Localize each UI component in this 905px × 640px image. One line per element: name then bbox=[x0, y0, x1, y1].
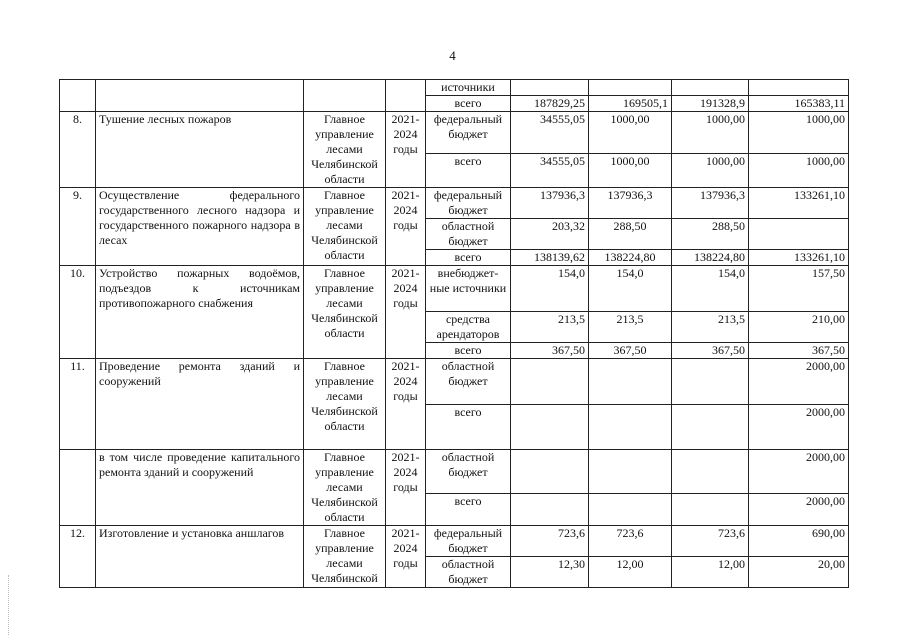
measure-name: Тушение лесных пожаров bbox=[96, 112, 304, 188]
funding-source: областной бюджет bbox=[426, 219, 511, 250]
row-number: 10. bbox=[60, 266, 96, 359]
row-number bbox=[60, 450, 96, 526]
amount-cell: 157,50 bbox=[749, 266, 849, 312]
amount-cell: 288,50 bbox=[672, 219, 749, 250]
amount-cell: 165383,11 bbox=[749, 96, 849, 112]
amount-cell: 1000,00 bbox=[589, 154, 672, 188]
amount-cell: 137936,3 bbox=[589, 188, 672, 219]
amount-cell: 34555,05 bbox=[511, 154, 589, 188]
amount-cell: 690,00 bbox=[749, 526, 849, 557]
amount-cell: 187829,25 bbox=[511, 96, 589, 112]
executor-name: Главное управление лесами Челябинской bbox=[304, 526, 386, 588]
funding-source: областной бюджет bbox=[426, 359, 511, 405]
funding-source: областной бюджет bbox=[426, 450, 511, 494]
amount-cell bbox=[672, 494, 749, 526]
amount-cell: 723,6 bbox=[589, 526, 672, 557]
amount-cell: 367,50 bbox=[672, 343, 749, 359]
amount-cell: 12,30 bbox=[511, 557, 589, 588]
amount-cell: 1000,00 bbox=[589, 112, 672, 154]
amount-cell: 367,50 bbox=[511, 343, 589, 359]
amount-cell: 133261,10 bbox=[749, 188, 849, 219]
amount-cell: 191328,9 bbox=[672, 96, 749, 112]
funding-source: внебюджет-ные источники bbox=[426, 266, 511, 312]
table-row bbox=[60, 359, 849, 405]
amount-cell: 154,0 bbox=[511, 266, 589, 312]
table-row bbox=[60, 80, 849, 96]
executor-name: Главное управление лесами Челябинской области bbox=[304, 266, 386, 359]
funding-source: средства арендаторов bbox=[426, 312, 511, 343]
amount-cell bbox=[589, 359, 672, 405]
page-number: 4 bbox=[449, 48, 456, 63]
amount-cell: 34555,05 bbox=[511, 112, 589, 154]
amount-cell: 2000,00 bbox=[749, 405, 849, 450]
amount-cell bbox=[672, 450, 749, 494]
executor-name: Главное управление лесами Челябинской области bbox=[304, 359, 386, 450]
period-cell: 2021-2024 годы bbox=[386, 359, 426, 450]
amount-cell: 288,50 bbox=[589, 219, 672, 250]
amount-cell: 1000,00 bbox=[749, 112, 849, 154]
amount-cell: 213,5 bbox=[589, 312, 672, 343]
period-cell: 2021-2024 годы bbox=[386, 526, 426, 588]
table-row bbox=[60, 112, 849, 154]
amount-cell: 213,5 bbox=[672, 312, 749, 343]
budget-table bbox=[59, 79, 849, 588]
amount-cell: 138224,80 bbox=[672, 250, 749, 266]
table-row bbox=[60, 266, 849, 312]
amount-cell bbox=[511, 405, 589, 450]
amount-cell: 20,00 bbox=[749, 557, 849, 588]
name-cell bbox=[96, 80, 304, 112]
amount-cell: 138224,80 bbox=[589, 250, 672, 266]
funding-source: областной бюджет bbox=[426, 557, 511, 588]
amount-cell bbox=[589, 494, 672, 526]
amount-cell: 137936,3 bbox=[511, 188, 589, 219]
measure-name: в том числе проведение капитального ремонта зданий и сооружений bbox=[96, 450, 304, 526]
executor-name: Главное управление лесами Челябинской области bbox=[304, 450, 386, 526]
amount-cell: 2000,00 bbox=[749, 359, 849, 405]
amount-cell: 133261,10 bbox=[749, 250, 849, 266]
amount-cell bbox=[589, 80, 672, 96]
amount-cell: 1000,00 bbox=[672, 112, 749, 154]
period-cell: 2021-2024 годы bbox=[386, 266, 426, 359]
amount-cell: 169505,1 bbox=[589, 96, 672, 112]
amount-cell bbox=[511, 359, 589, 405]
amount-cell: 12,00 bbox=[589, 557, 672, 588]
amount-cell bbox=[511, 450, 589, 494]
amount-cell: 154,0 bbox=[589, 266, 672, 312]
amount-cell: 723,6 bbox=[672, 526, 749, 557]
amount-cell bbox=[749, 80, 849, 96]
funding-source: федеральный бюджет bbox=[426, 526, 511, 557]
row-number: 12. bbox=[60, 526, 96, 588]
table-row bbox=[60, 188, 849, 219]
amount-cell: 138139,62 bbox=[511, 250, 589, 266]
table-row bbox=[60, 526, 849, 557]
table-row bbox=[60, 450, 849, 494]
period-cell: 2021-2024 годы bbox=[386, 188, 426, 266]
source-cell: всего bbox=[426, 96, 511, 112]
amount-cell bbox=[511, 494, 589, 526]
funding-source: федеральный бюджет bbox=[426, 112, 511, 154]
amount-cell: 210,00 bbox=[749, 312, 849, 343]
funding-source: всего bbox=[426, 494, 511, 526]
row-number: 8. bbox=[60, 112, 96, 188]
amount-cell: 1000,00 bbox=[749, 154, 849, 188]
amount-cell: 213,5 bbox=[511, 312, 589, 343]
executor-name: Главное управление лесами Челябинской области bbox=[304, 112, 386, 188]
amount-cell: 2000,00 bbox=[749, 450, 849, 494]
measure-name: Проведение ремонта зданий и сооружений bbox=[96, 359, 304, 450]
amount-cell: 12,00 bbox=[672, 557, 749, 588]
row-number: 9. bbox=[60, 188, 96, 266]
amount-cell: 2000,00 bbox=[749, 494, 849, 526]
amount-cell bbox=[749, 219, 849, 250]
source-cell: источники bbox=[426, 80, 511, 96]
amount-cell bbox=[672, 405, 749, 450]
executor-name: Главное управление лесами Челябинской области bbox=[304, 188, 386, 266]
amount-cell: 154,0 bbox=[672, 266, 749, 312]
measure-name: Изготовление и установка аншлагов bbox=[96, 526, 304, 588]
measure-name: Осуществление федерального государственного лесного надзора и государственного пожарного надзора в лесах bbox=[96, 188, 304, 266]
funding-source: всего bbox=[426, 343, 511, 359]
scan-edge-marks bbox=[8, 575, 11, 635]
amount-cell bbox=[672, 80, 749, 96]
executor-cell bbox=[304, 80, 386, 112]
amount-cell: 203,32 bbox=[511, 219, 589, 250]
period-cell: 2021-2024 годы bbox=[386, 450, 426, 526]
amount-cell bbox=[672, 359, 749, 405]
funding-source: всего bbox=[426, 250, 511, 266]
amount-cell: 1000,00 bbox=[672, 154, 749, 188]
funding-source: всего bbox=[426, 154, 511, 188]
period-cell bbox=[386, 80, 426, 112]
funding-source: федеральный бюджет bbox=[426, 188, 511, 219]
amount-cell bbox=[589, 450, 672, 494]
measure-name: Устройство пожарных водоёмов, подъездов к источникам противопожарного снабжения bbox=[96, 266, 304, 359]
amount-cell: 723,6 bbox=[511, 526, 589, 557]
num-cell bbox=[60, 80, 96, 112]
amount-cell bbox=[511, 80, 589, 96]
amount-cell bbox=[589, 405, 672, 450]
amount-cell: 367,50 bbox=[589, 343, 672, 359]
amount-cell: 367,50 bbox=[749, 343, 849, 359]
row-number: 11. bbox=[60, 359, 96, 450]
amount-cell: 137936,3 bbox=[672, 188, 749, 219]
funding-source: всего bbox=[426, 405, 511, 450]
period-cell: 2021-2024 годы bbox=[386, 112, 426, 188]
